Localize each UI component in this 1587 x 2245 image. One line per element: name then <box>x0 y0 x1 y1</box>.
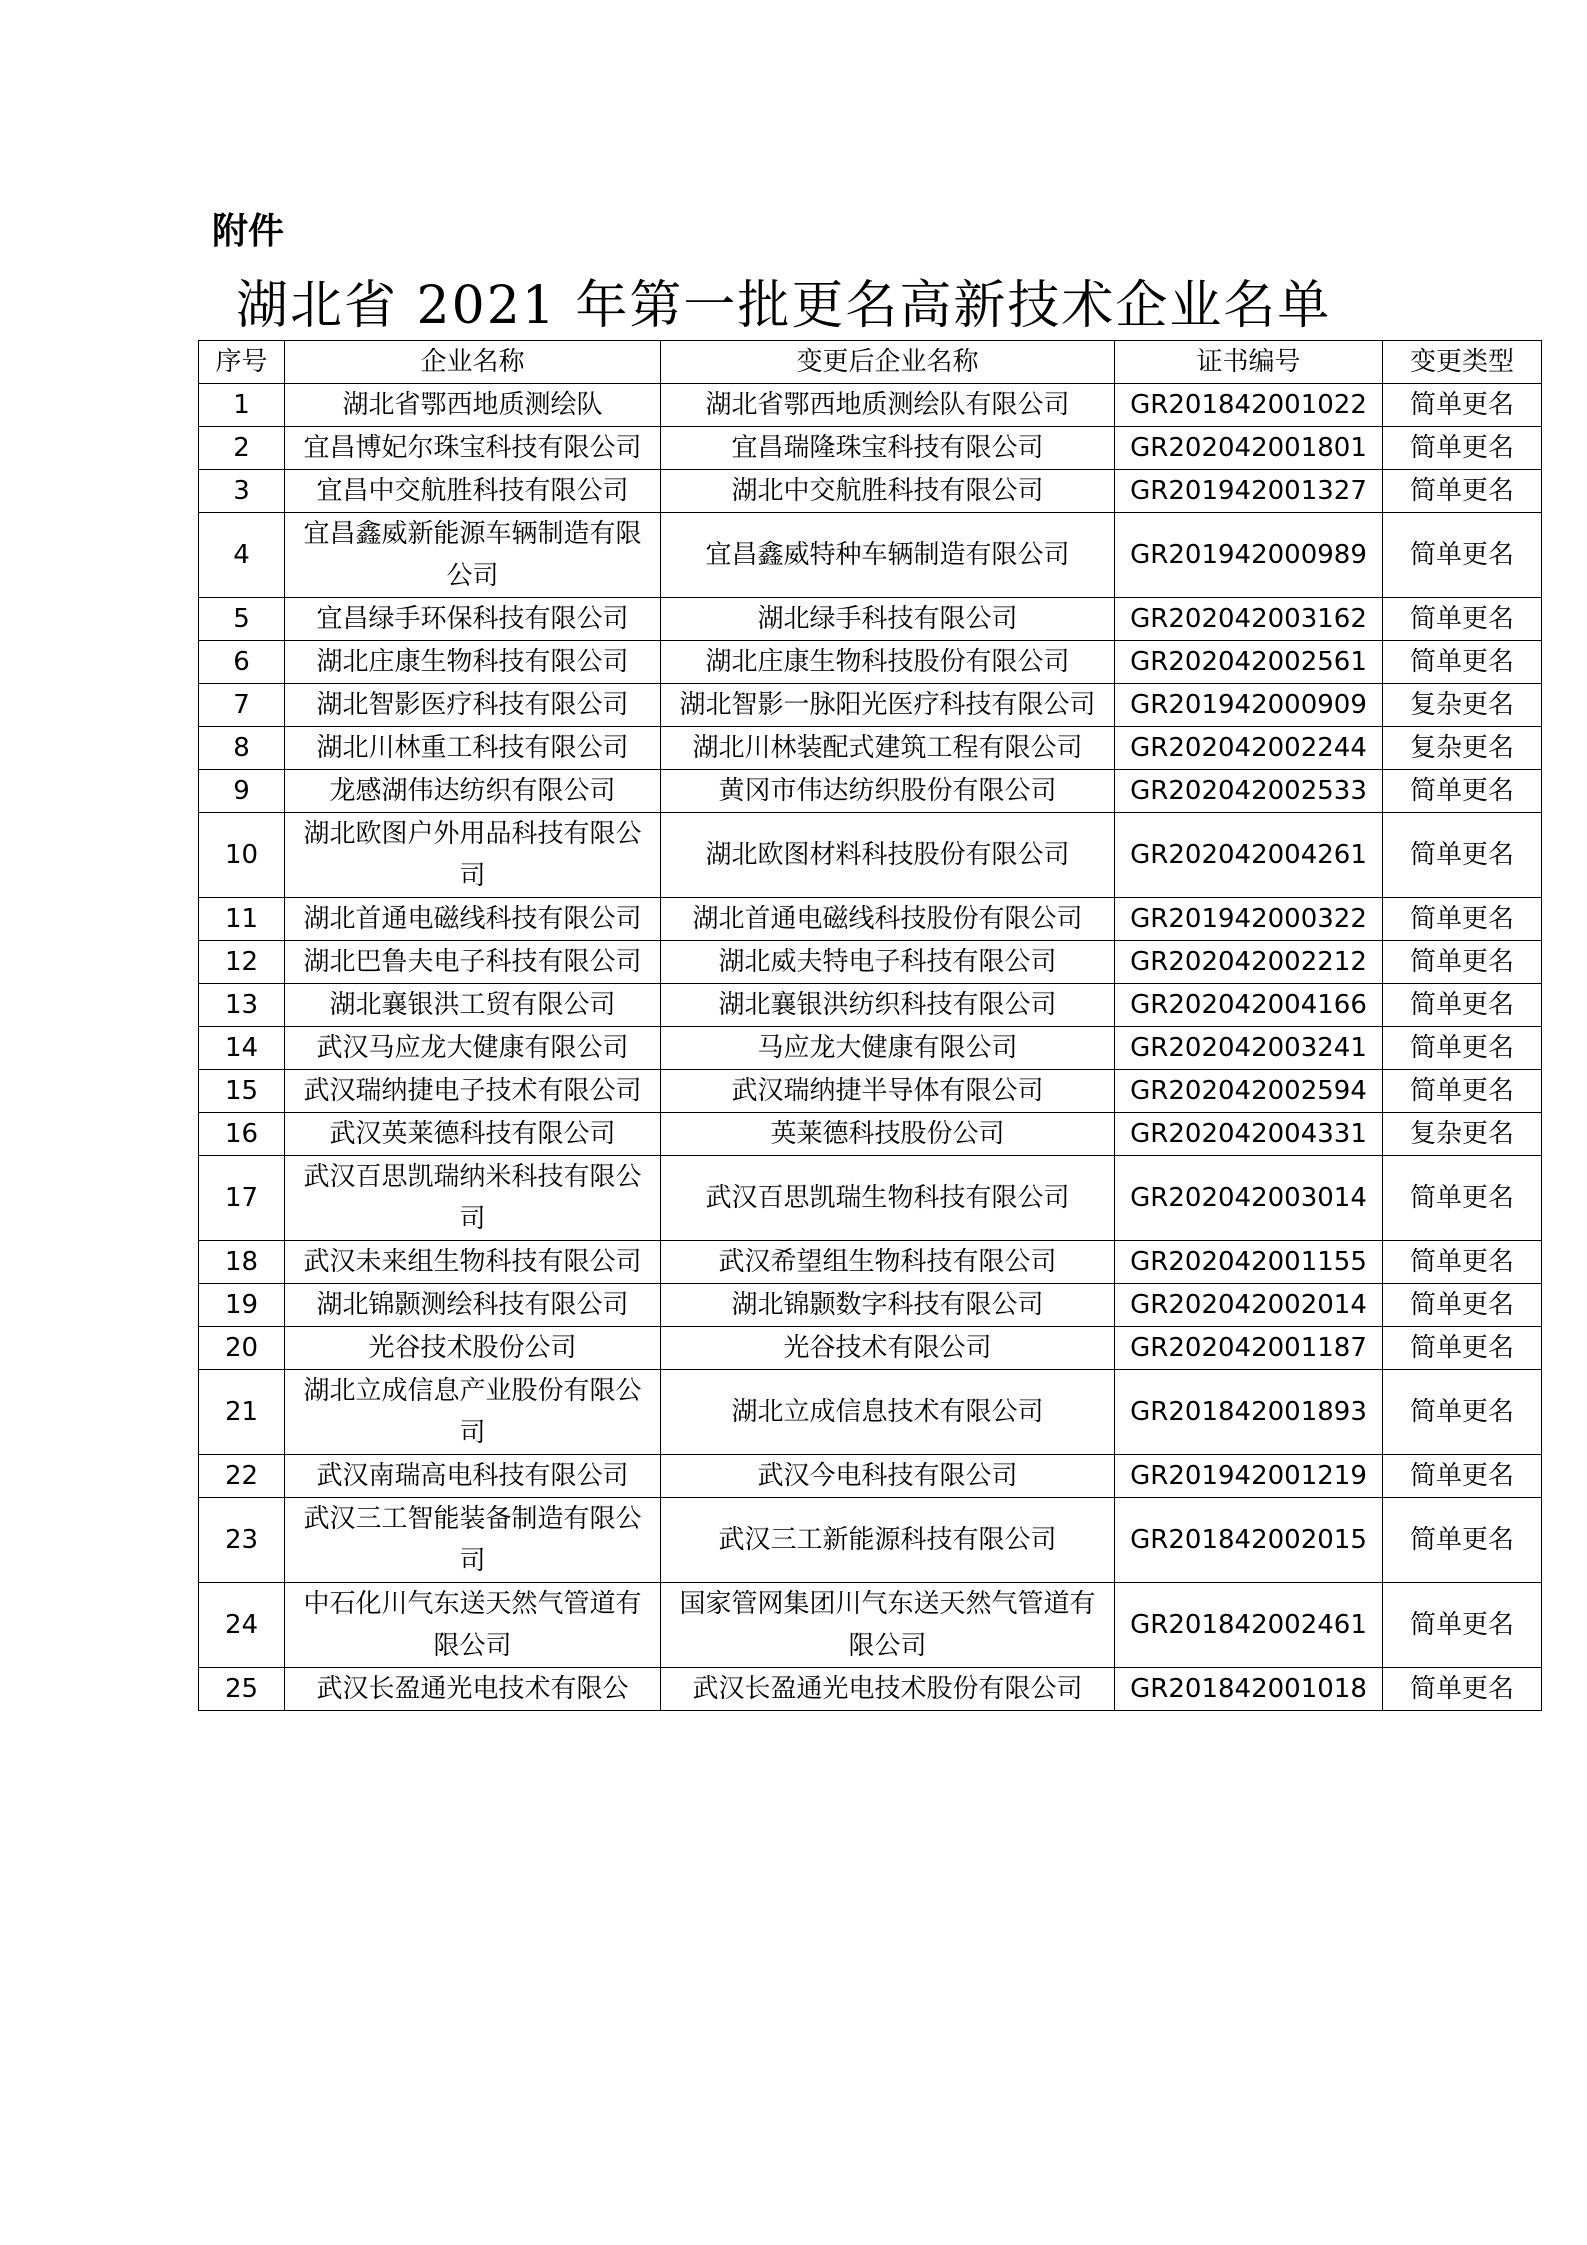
cell-no: 21 <box>199 1370 285 1455</box>
cell-new-company-name: 湖北立成信息技术有限公司 <box>661 1370 1115 1455</box>
cell-change-type: 简单更名 <box>1383 1583 1542 1668</box>
cell-company-name: 湖北立成信息产业股份有限公司 <box>285 1370 661 1455</box>
table-row <box>199 384 1542 427</box>
cell-no: 16 <box>199 1113 285 1156</box>
cell-no: 2 <box>199 427 285 470</box>
cell-no: 12 <box>199 941 285 984</box>
cell-no: 5 <box>199 598 285 641</box>
cell-new-company-name: 湖北欧图材料科技股份有限公司 <box>661 813 1115 898</box>
cell-new-company-name: 湖北川林装配式建筑工程有限公司 <box>661 727 1115 770</box>
cell-certificate-no: GR201842001018 <box>1115 1668 1383 1711</box>
cell-change-type: 简单更名 <box>1383 1027 1542 1070</box>
cell-certificate-no: GR202042002014 <box>1115 1284 1383 1327</box>
cell-new-company-name: 黄冈市伟达纺织股份有限公司 <box>661 770 1115 813</box>
cell-new-company-name: 马应龙大健康有限公司 <box>661 1027 1115 1070</box>
cell-certificate-no: GR201942001219 <box>1115 1455 1383 1498</box>
cell-certificate-no: GR201942000909 <box>1115 684 1383 727</box>
cell-certificate-no: GR201842001893 <box>1115 1370 1383 1455</box>
cell-change-type: 简单更名 <box>1383 641 1542 684</box>
cell-change-type: 简单更名 <box>1383 598 1542 641</box>
table-body <box>199 384 1542 1711</box>
cell-company-name: 中石化川气东送天然气管道有限公司 <box>285 1583 661 1668</box>
cell-change-type: 简单更名 <box>1383 1070 1542 1113</box>
cell-new-company-name: 武汉希望组生物科技有限公司 <box>661 1241 1115 1284</box>
table-row <box>199 941 1542 984</box>
company-rename-table <box>198 340 1542 1711</box>
table-row <box>199 1370 1542 1455</box>
cell-company-name: 武汉英莱德科技有限公司 <box>285 1113 661 1156</box>
cell-no: 18 <box>199 1241 285 1284</box>
cell-new-company-name: 湖北省鄂西地质测绘队有限公司 <box>661 384 1115 427</box>
cell-no: 9 <box>199 770 285 813</box>
cell-certificate-no: GR202042001155 <box>1115 1241 1383 1284</box>
cell-company-name: 武汉百思凯瑞纳米科技有限公司 <box>285 1156 661 1241</box>
cell-new-company-name: 国家管网集团川气东送天然气管道有限公司 <box>661 1583 1115 1668</box>
cell-change-type: 简单更名 <box>1383 427 1542 470</box>
cell-change-type: 简单更名 <box>1383 898 1542 941</box>
cell-certificate-no: GR201942001327 <box>1115 470 1383 513</box>
cell-new-company-name: 武汉瑞纳捷半导体有限公司 <box>661 1070 1115 1113</box>
cell-new-company-name: 武汉长盈通光电技术股份有限公司 <box>661 1668 1115 1711</box>
table-row <box>199 1156 1542 1241</box>
cell-company-name: 武汉瑞纳捷电子技术有限公司 <box>285 1070 661 1113</box>
table-row <box>199 1583 1542 1668</box>
cell-new-company-name: 湖北首通电磁线科技股份有限公司 <box>661 898 1115 941</box>
cell-change-type: 简单更名 <box>1383 1668 1542 1711</box>
table-row <box>199 684 1542 727</box>
cell-no: 14 <box>199 1027 285 1070</box>
table-row <box>199 1241 1542 1284</box>
header-serial-no: 序号 <box>199 341 285 384</box>
cell-company-name: 宜昌中交航胜科技有限公司 <box>285 470 661 513</box>
cell-no: 20 <box>199 1327 285 1370</box>
cell-company-name: 湖北襄银洪工贸有限公司 <box>285 984 661 1027</box>
cell-no: 23 <box>199 1498 285 1583</box>
cell-certificate-no: GR202042001801 <box>1115 427 1383 470</box>
cell-change-type: 复杂更名 <box>1383 1113 1542 1156</box>
cell-certificate-no: GR201942000322 <box>1115 898 1383 941</box>
header-company-name: 企业名称 <box>285 341 661 384</box>
cell-no: 7 <box>199 684 285 727</box>
table-row <box>199 1498 1542 1583</box>
cell-change-type: 简单更名 <box>1383 770 1542 813</box>
table-row <box>199 984 1542 1027</box>
cell-company-name: 武汉长盈通光电技术有限公 <box>285 1668 661 1711</box>
cell-certificate-no: GR202042003162 <box>1115 598 1383 641</box>
cell-no: 3 <box>199 470 285 513</box>
table-row <box>199 813 1542 898</box>
cell-new-company-name: 湖北中交航胜科技有限公司 <box>661 470 1115 513</box>
cell-certificate-no: GR202042002212 <box>1115 941 1383 984</box>
cell-change-type: 简单更名 <box>1383 1156 1542 1241</box>
cell-no: 25 <box>199 1668 285 1711</box>
cell-company-name: 湖北欧图户外用品科技有限公司 <box>285 813 661 898</box>
header-certificate-no: 证书编号 <box>1115 341 1383 384</box>
header-change-type: 变更类型 <box>1383 341 1542 384</box>
cell-new-company-name: 湖北威夫特电子科技有限公司 <box>661 941 1115 984</box>
cell-change-type: 简单更名 <box>1383 1370 1542 1455</box>
cell-company-name: 湖北首通电磁线科技有限公司 <box>285 898 661 941</box>
cell-new-company-name: 湖北庄康生物科技股份有限公司 <box>661 641 1115 684</box>
document-title: 湖北省 2021 年第一批更名高新技术企业名单 <box>236 276 1332 336</box>
cell-no: 17 <box>199 1156 285 1241</box>
cell-company-name: 武汉南瑞高电科技有限公司 <box>285 1455 661 1498</box>
cell-new-company-name: 武汉三工新能源科技有限公司 <box>661 1498 1115 1583</box>
cell-certificate-no: GR202042002244 <box>1115 727 1383 770</box>
cell-no: 19 <box>199 1284 285 1327</box>
cell-no: 1 <box>199 384 285 427</box>
cell-company-name: 湖北智影医疗科技有限公司 <box>285 684 661 727</box>
cell-new-company-name: 武汉百思凯瑞生物科技有限公司 <box>661 1156 1115 1241</box>
cell-company-name: 武汉马应龙大健康有限公司 <box>285 1027 661 1070</box>
cell-company-name: 湖北省鄂西地质测绘队 <box>285 384 661 427</box>
cell-change-type: 简单更名 <box>1383 1455 1542 1498</box>
cell-company-name: 湖北锦颢测绘科技有限公司 <box>285 1284 661 1327</box>
table-row <box>199 770 1542 813</box>
cell-change-type: 简单更名 <box>1383 984 1542 1027</box>
cell-certificate-no: GR202042004166 <box>1115 984 1383 1027</box>
table-row <box>199 898 1542 941</box>
cell-new-company-name: 宜昌鑫威特种车辆制造有限公司 <box>661 513 1115 598</box>
table-row <box>199 1070 1542 1113</box>
cell-change-type: 简单更名 <box>1383 384 1542 427</box>
cell-new-company-name: 宜昌瑞隆珠宝科技有限公司 <box>661 427 1115 470</box>
cell-certificate-no: GR202042002561 <box>1115 641 1383 684</box>
cell-no: 4 <box>199 513 285 598</box>
cell-certificate-no: GR202042004331 <box>1115 1113 1383 1156</box>
cell-change-type: 简单更名 <box>1383 1241 1542 1284</box>
cell-change-type: 简单更名 <box>1383 1284 1542 1327</box>
cell-certificate-no: GR202042003014 <box>1115 1156 1383 1241</box>
attachment-label: 附件 <box>212 210 285 252</box>
table-row <box>199 1455 1542 1498</box>
table-row <box>199 1284 1542 1327</box>
table-row <box>199 727 1542 770</box>
cell-no: 13 <box>199 984 285 1027</box>
table-row <box>199 1113 1542 1156</box>
cell-change-type: 简单更名 <box>1383 1327 1542 1370</box>
cell-new-company-name: 武汉今电科技有限公司 <box>661 1455 1115 1498</box>
cell-no: 11 <box>199 898 285 941</box>
cell-no: 24 <box>199 1583 285 1668</box>
table-header-row <box>199 341 1542 384</box>
cell-new-company-name: 英莱德科技股份公司 <box>661 1113 1115 1156</box>
table-row <box>199 470 1542 513</box>
cell-no: 6 <box>199 641 285 684</box>
table-row <box>199 1027 1542 1070</box>
cell-new-company-name: 光谷技术有限公司 <box>661 1327 1115 1370</box>
cell-change-type: 简单更名 <box>1383 470 1542 513</box>
cell-new-company-name: 湖北智影一脉阳光医疗科技有限公司 <box>661 684 1115 727</box>
table-row <box>199 427 1542 470</box>
cell-company-name: 宜昌绿手环保科技有限公司 <box>285 598 661 641</box>
cell-no: 10 <box>199 813 285 898</box>
cell-company-name: 龙感湖伟达纺织有限公司 <box>285 770 661 813</box>
table-row <box>199 598 1542 641</box>
cell-change-type: 复杂更名 <box>1383 727 1542 770</box>
cell-company-name: 宜昌鑫威新能源车辆制造有限公司 <box>285 513 661 598</box>
table-row <box>199 1668 1542 1711</box>
cell-change-type: 简单更名 <box>1383 941 1542 984</box>
cell-company-name: 光谷技术股份公司 <box>285 1327 661 1370</box>
cell-company-name: 武汉未来组生物科技有限公司 <box>285 1241 661 1284</box>
cell-company-name: 湖北巴鲁夫电子科技有限公司 <box>285 941 661 984</box>
cell-certificate-no: GR201842001022 <box>1115 384 1383 427</box>
cell-certificate-no: GR202042004261 <box>1115 813 1383 898</box>
cell-no: 22 <box>199 1455 285 1498</box>
cell-company-name: 湖北川林重工科技有限公司 <box>285 727 661 770</box>
cell-new-company-name: 湖北襄银洪纺织科技有限公司 <box>661 984 1115 1027</box>
cell-no: 8 <box>199 727 285 770</box>
cell-company-name: 武汉三工智能装备制造有限公司 <box>285 1498 661 1583</box>
table-row <box>199 1327 1542 1370</box>
header-new-company-name: 变更后企业名称 <box>661 341 1115 384</box>
cell-certificate-no: GR202042002533 <box>1115 770 1383 813</box>
cell-certificate-no: GR201942000989 <box>1115 513 1383 598</box>
cell-company-name: 湖北庄康生物科技有限公司 <box>285 641 661 684</box>
cell-new-company-name: 湖北绿手科技有限公司 <box>661 598 1115 641</box>
cell-certificate-no: GR202042002594 <box>1115 1070 1383 1113</box>
cell-change-type: 复杂更名 <box>1383 684 1542 727</box>
table-row <box>199 641 1542 684</box>
cell-company-name: 宜昌博妃尔珠宝科技有限公司 <box>285 427 661 470</box>
cell-certificate-no: GR202042003241 <box>1115 1027 1383 1070</box>
cell-certificate-no: GR201842002015 <box>1115 1498 1383 1583</box>
cell-change-type: 简单更名 <box>1383 1498 1542 1583</box>
table-row <box>199 513 1542 598</box>
cell-certificate-no: GR201842002461 <box>1115 1583 1383 1668</box>
cell-new-company-name: 湖北锦颢数字科技有限公司 <box>661 1284 1115 1327</box>
cell-change-type: 简单更名 <box>1383 813 1542 898</box>
cell-no: 15 <box>199 1070 285 1113</box>
cell-change-type: 简单更名 <box>1383 513 1542 598</box>
cell-certificate-no: GR202042001187 <box>1115 1327 1383 1370</box>
